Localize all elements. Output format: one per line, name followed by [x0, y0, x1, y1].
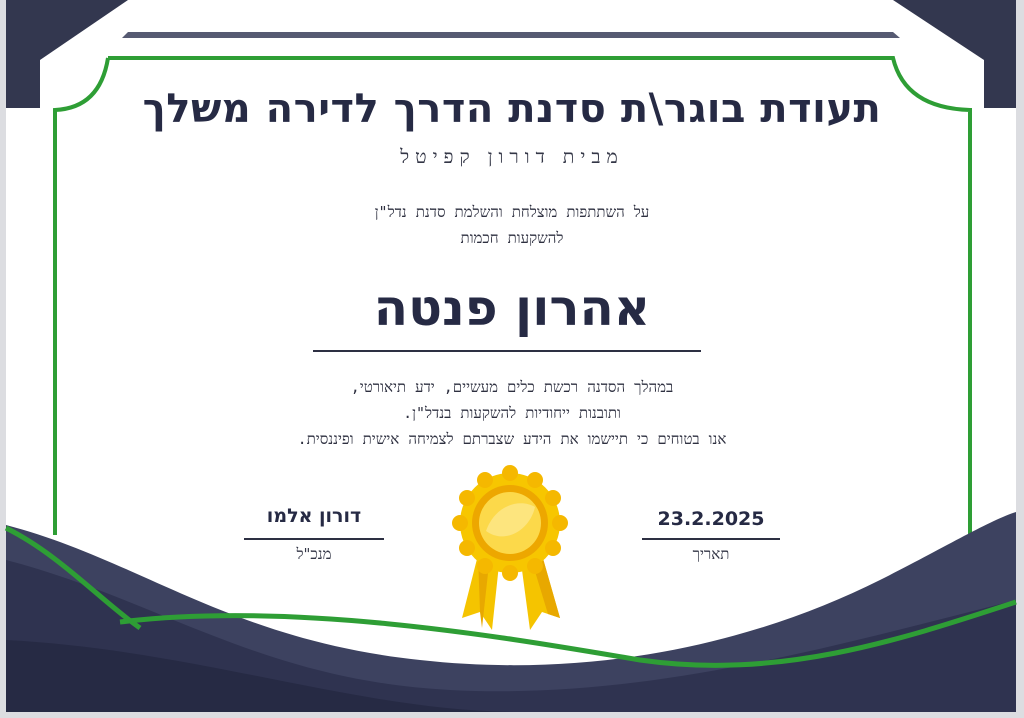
recipient-name: אהרון פנטה [373, 279, 651, 337]
recipient-underline [313, 350, 701, 352]
issuer-subtitle: מבית דורון קפיטל [400, 146, 624, 168]
body-text [150, 374, 874, 452]
body-line-2: ותובנות ייחודיות להשקעות בנדל"ן. [403, 404, 621, 422]
intro-line-1: על השתתפות מוצלחת והשלמת סדנת נדל"ן [374, 203, 650, 221]
manager-signature-line [244, 538, 384, 540]
date-value: 23.2.2025 [657, 508, 765, 530]
body-line-1: במהלך הסדנה רכשת כלים מעשיים, ידע תיאורטי, [350, 378, 674, 396]
date-label: תאריך [692, 545, 730, 563]
intro-line-2: להשקעות חכמות [460, 229, 564, 247]
date-line [642, 538, 780, 540]
manager-role: מנכ"ל [296, 545, 332, 563]
certificate-title: תעודת בוגר\ת סדנת הדרך לדירה משלך [142, 86, 882, 132]
body-line-3: אנו בטוחים כי תיישמו את הידע שצברתם לצמיחה אישית ופיננסית. [297, 430, 727, 448]
intro-text [180, 199, 844, 251]
manager-name: דורון אלמו [266, 505, 362, 527]
